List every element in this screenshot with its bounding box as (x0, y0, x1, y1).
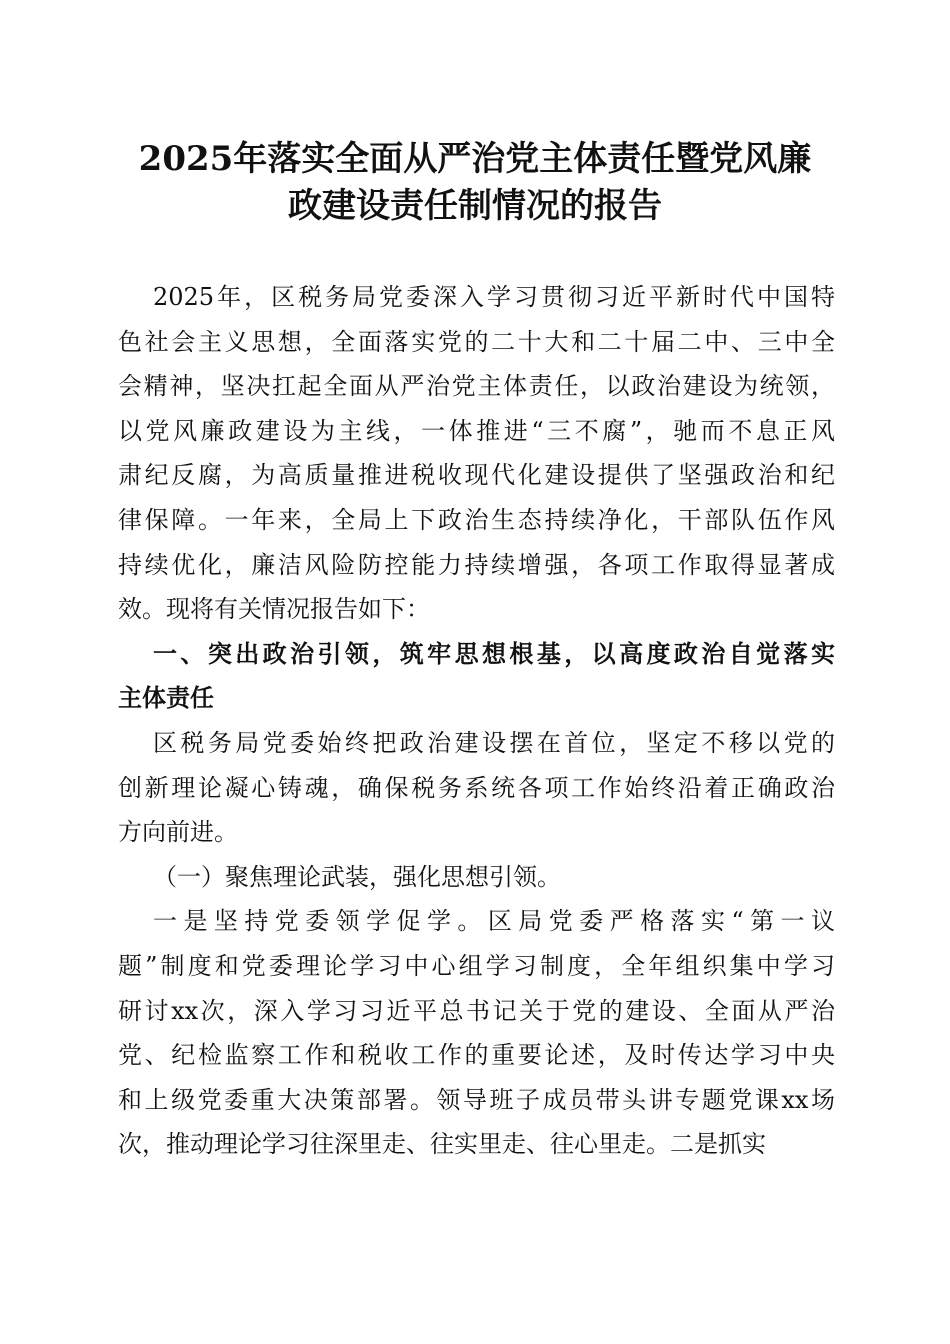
text-line: 律保障。一年来，全局上下政治生态持续净化，干部队伍作风 (118, 505, 835, 534)
text-line: 次，推动理论学习往深里走、往实里走、往心里走。二是抓实 (118, 1130, 766, 1159)
section-heading (118, 632, 835, 721)
paragraph (118, 899, 835, 1167)
text-line: 和上级党委重大决策部署。领导班子成员带头讲专题党课xx场 (118, 1085, 835, 1114)
text-line: 研讨xx次，深入学习习近平总书记关于党的建设、全面从严治 (118, 996, 835, 1025)
text-line: 主体责任 (118, 684, 214, 713)
title-line-2: 政建设责任制情况的报告 (288, 186, 662, 226)
subsection-heading (118, 855, 835, 900)
text-line: （一）聚焦理论武装，强化思想引领。 (153, 862, 561, 891)
text-line: 2025年，区税务局党委深入学习贯彻习近平新时代中国特 (153, 283, 835, 311)
text-line: 创新理论凝心铸魂，确保税务系统各项工作始终沿着正确政治 (118, 773, 835, 802)
text-line: 效。现将有关情况报告如下： (118, 595, 430, 624)
text-line: 一、突出政治引领，筑牢思想根基，以高度政治自觉落实 (153, 639, 835, 668)
document-title (0, 136, 950, 230)
text-line: 党、纪检监察工作和税收工作的重要论述，及时传达学习中央 (118, 1041, 835, 1070)
text-line: 一是坚持党委领学促学。区局党委严格落实“第一议 (153, 907, 835, 936)
text-line: 持续优化，廉洁风险防控能力持续增强，各项工作取得显著成 (118, 550, 835, 579)
text-line: 以党风廉政建设为主线，一体推进“三不腐”，驰而不息正风 (118, 416, 835, 445)
document-body (118, 275, 835, 1167)
paragraph (118, 275, 835, 632)
paragraph (118, 721, 835, 855)
text-line: 题”制度和党委理论学习中心组学习制度，全年组织集中学习 (118, 951, 835, 980)
text-line: 色社会主义思想，全面落实党的二十大和二十届二中、三中全 (118, 327, 835, 356)
title-line-1: 2025年落实全面从严治党主体责任暨党风廉 (138, 139, 812, 179)
text-line: 肃纪反腐，为高质量推进税收现代化建设提供了坚强政治和纪 (118, 461, 835, 490)
text-line: 方向前进。 (118, 818, 238, 847)
text-line: 会精神，坚决扛起全面从严治党主体责任，以政治建设为统领， (118, 372, 835, 401)
text-line: 区税务局党委始终把政治建设摆在首位，坚定不移以党的 (153, 728, 835, 757)
